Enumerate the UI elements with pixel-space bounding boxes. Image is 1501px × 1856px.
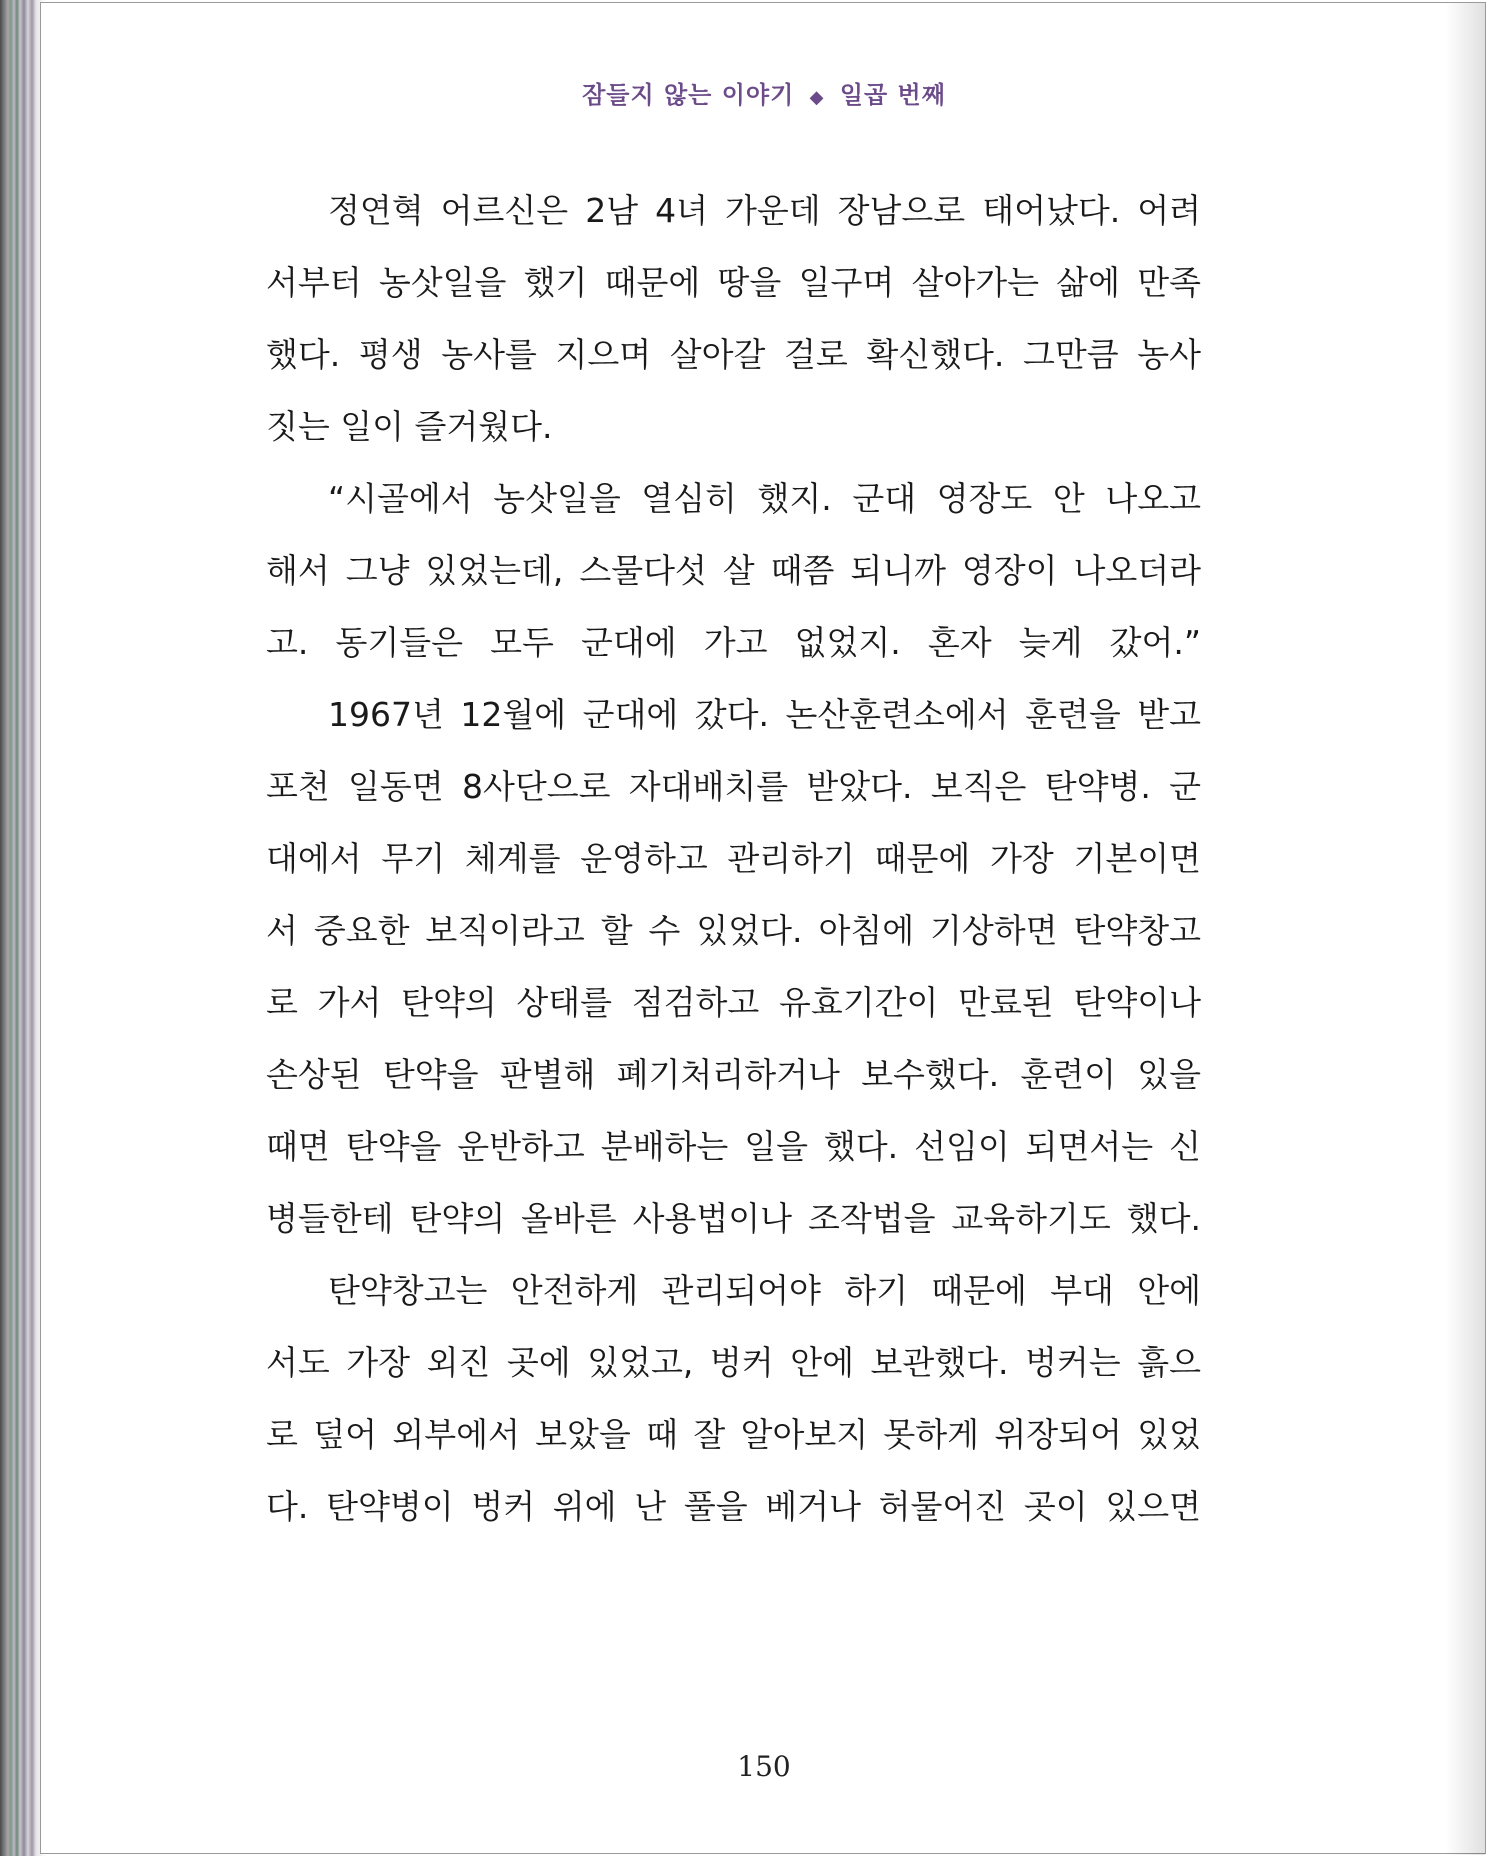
text-line: 로 덮어 외부에서 보았을 때 잘 알아보지 못하게 위장되어 있었 (266, 1415, 1201, 1454)
text-line: 대에서 무기 체계를 운영하고 관리하기 때문에 가장 기본이면 (266, 839, 1201, 878)
body-text (266, 175, 1201, 1543)
text-line: 로 가서 탄약의 상태를 점검하고 유효기간이 만료된 탄약이나 (266, 983, 1201, 1022)
running-head-title: 잠들지 않는 이야기 (582, 80, 795, 109)
diamond-icon: ◆ (809, 87, 825, 108)
text-line: 서도 가장 외진 곳에 있었고, 벙커 안에 보관했다. 벙커는 흙으 (266, 1343, 1201, 1382)
text-line: 다. 탄약병이 벙커 위에 난 풀을 베거나 허물어진 곳이 있으면 (266, 1487, 1201, 1526)
text-line: 짓는 일이 즐거웠다. (266, 407, 553, 446)
text-line: 포천 일동면 8사단으로 자대배치를 받았다. 보직은 탄약병. 군 (266, 767, 1201, 806)
running-head-chapter: 일곱 번째 (839, 80, 946, 109)
text-line: 탄약창고는 안전하게 관리되어야 하기 때문에 부대 안에 (328, 1271, 1201, 1310)
text-line: “시골에서 농삿일을 열심히 했지. 군대 영장도 안 나오고 (328, 479, 1201, 518)
text-line: 고. 동기들은 모두 군대에 가고 없었지. 혼자 늦게 갔어.” (266, 623, 1201, 662)
text-line: 때면 탄약을 운반하고 분배하는 일을 했다. 선임이 되면서는 신 (266, 1127, 1201, 1166)
text-line: 병들한테 탄약의 올바른 사용법이나 조작법을 교육하기도 했다. (266, 1199, 1201, 1238)
text-line: 손상된 탄약을 판별해 폐기처리하거나 보수했다. 훈련이 있을 (266, 1055, 1201, 1094)
text-line: 서 중요한 보직이라고 할 수 있었다. 아침에 기상하면 탄약창고 (266, 911, 1201, 950)
running-head (41, 75, 1487, 110)
book-page (40, 2, 1486, 1854)
text-line: 1967년 12월에 군대에 갔다. 논산훈련소에서 훈련을 받고 (328, 695, 1201, 734)
text-line: 정연혁 어르신은 2남 4녀 가운데 장남으로 태어났다. 어려 (328, 191, 1201, 230)
text-line: 서부터 농삿일을 했기 때문에 땅을 일구며 살아가는 삶에 만족 (266, 263, 1201, 302)
text-line: 해서 그냥 있었는데, 스물다섯 살 때쯤 되니까 영장이 나오더라 (266, 551, 1201, 590)
page-number: 150 (737, 1750, 791, 1783)
text-line: 했다. 평생 농사를 지으며 살아갈 걸로 확신했다. 그만큼 농사 (266, 335, 1201, 374)
page-shadow (1445, 3, 1485, 1855)
